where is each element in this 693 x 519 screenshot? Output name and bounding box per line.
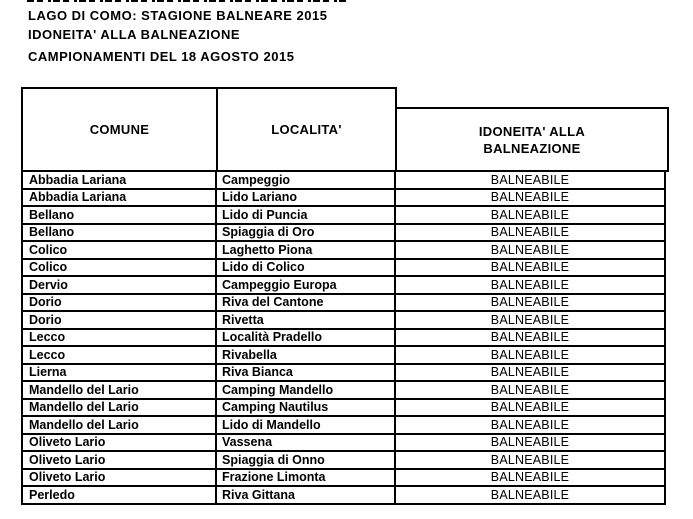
comune-cell: Oliveto Lario [22,451,216,469]
column-header-localita [216,87,397,172]
idoneita-cell: BALNEABILE [395,469,665,487]
idoneita-cell: BALNEABILE [395,364,665,382]
table-row [22,276,665,294]
table-row [22,416,665,434]
table-row [22,189,665,207]
comune-cell: Abbadia Lariana [22,189,216,207]
table-row [22,294,665,312]
comune-cell: Bellano [22,224,216,242]
comune-cell: Mandello del Lario [22,416,216,434]
comune-cell: Lecco [22,329,216,347]
idoneita-cell: BALNEABILE [395,189,665,207]
localita-cell: Campeggio Europa [216,276,395,294]
comune-cell: Dorio [22,294,216,312]
column-header-comune [21,87,218,172]
localita-cell: Rivabella [216,346,395,364]
comune-cell: Dorio [22,311,216,329]
localita-cell: Riva Gittana [216,486,395,504]
idoneita-cell: BALNEABILE [395,294,665,312]
idoneita-cell: BALNEABILE [395,224,665,242]
comune-cell: Bellano [22,206,216,224]
idoneita-cell: BALNEABILE [395,381,665,399]
localita-cell: Camping Mandello [216,381,395,399]
comune-cell: Colico [22,241,216,259]
table-row [22,399,665,417]
idoneita-cell: BALNEABILE [395,399,665,417]
localita-cell: Località Pradello [216,329,395,347]
localita-cell: Lido di Puncia [216,206,395,224]
comune-cell: Lecco [22,346,216,364]
idoneita-cell: BALNEABILE [395,486,665,504]
comune-cell: Dervio [22,276,216,294]
title-line-3: CAMPIONAMENTI DEL 18 AGOSTO 2015 [28,49,295,64]
idoneita-cell: BALNEABILE [395,416,665,434]
table-body [22,171,665,504]
table-row [22,206,665,224]
idoneita-cell: BALNEABILE [395,259,665,277]
idoneita-cell: BALNEABILE [395,311,665,329]
localita-cell: Spiaggia di Onno [216,451,395,469]
localita-cell: Lido di Colico [216,259,395,277]
table-row [22,346,665,364]
table-row [22,451,665,469]
localita-cell: Frazione Limonta [216,469,395,487]
table-row [22,171,665,189]
localita-cell: Lido Lariano [216,189,395,207]
idoneita-cell: BALNEABILE [395,171,665,189]
localita-cell: Laghetto Piona [216,241,395,259]
comune-cell: Mandello del Lario [22,381,216,399]
idoneita-cell: BALNEABILE [395,434,665,452]
table-row [22,259,665,277]
comune-cell: Perledo [22,486,216,504]
comune-cell: Colico [22,259,216,277]
title-line-2: IDONEITA' ALLA BALNEAZIONE [28,27,241,42]
title-line-1: LAGO DI COMO: STAGIONE BALNEARE 2015 [28,8,328,23]
localita-cell: Rivetta [216,311,395,329]
table-row [22,469,665,487]
comune-cell: Oliveto Lario [22,434,216,452]
table-row [22,486,665,504]
data-table [21,170,666,505]
table-row [22,364,665,382]
localita-cell: Spiaggia di Oro [216,224,395,242]
idoneita-cell: BALNEABILE [395,206,665,224]
localita-cell: Riva Bianca [216,364,395,382]
comune-cell: Lierna [22,364,216,382]
localita-cell: Camping Nautilus [216,399,395,417]
idoneita-cell: BALNEABILE [395,346,665,364]
table-row [22,329,665,347]
column-header-idoneita [395,107,669,172]
table-row [22,381,665,399]
table-row [22,434,665,452]
idoneita-cell: BALNEABILE [395,329,665,347]
localita-cell: Campeggio [216,171,395,189]
table-row [22,241,665,259]
idoneita-cell: BALNEABILE [395,451,665,469]
localita-cell: Vassena [216,434,395,452]
column-header-comune-label: COMUNE [89,122,150,137]
idoneita-cell: BALNEABILE [395,276,665,294]
localita-cell: Lido di Mandello [216,416,395,434]
table-row [22,224,665,242]
comune-cell: Mandello del Lario [22,399,216,417]
comune-cell: Oliveto Lario [22,469,216,487]
column-header-localita-label: LOCALITA' [271,122,342,137]
comune-cell: Abbadia Lariana [22,171,216,189]
page-header [28,6,327,66]
cropped-text-remnant [27,0,347,2]
idoneita-cell: BALNEABILE [395,241,665,259]
column-header-idoneita-label: IDONEITA' ALLA BALNEAZIONE [478,123,586,156]
table-row [22,311,665,329]
localita-cell: Riva del Cantone [216,294,395,312]
